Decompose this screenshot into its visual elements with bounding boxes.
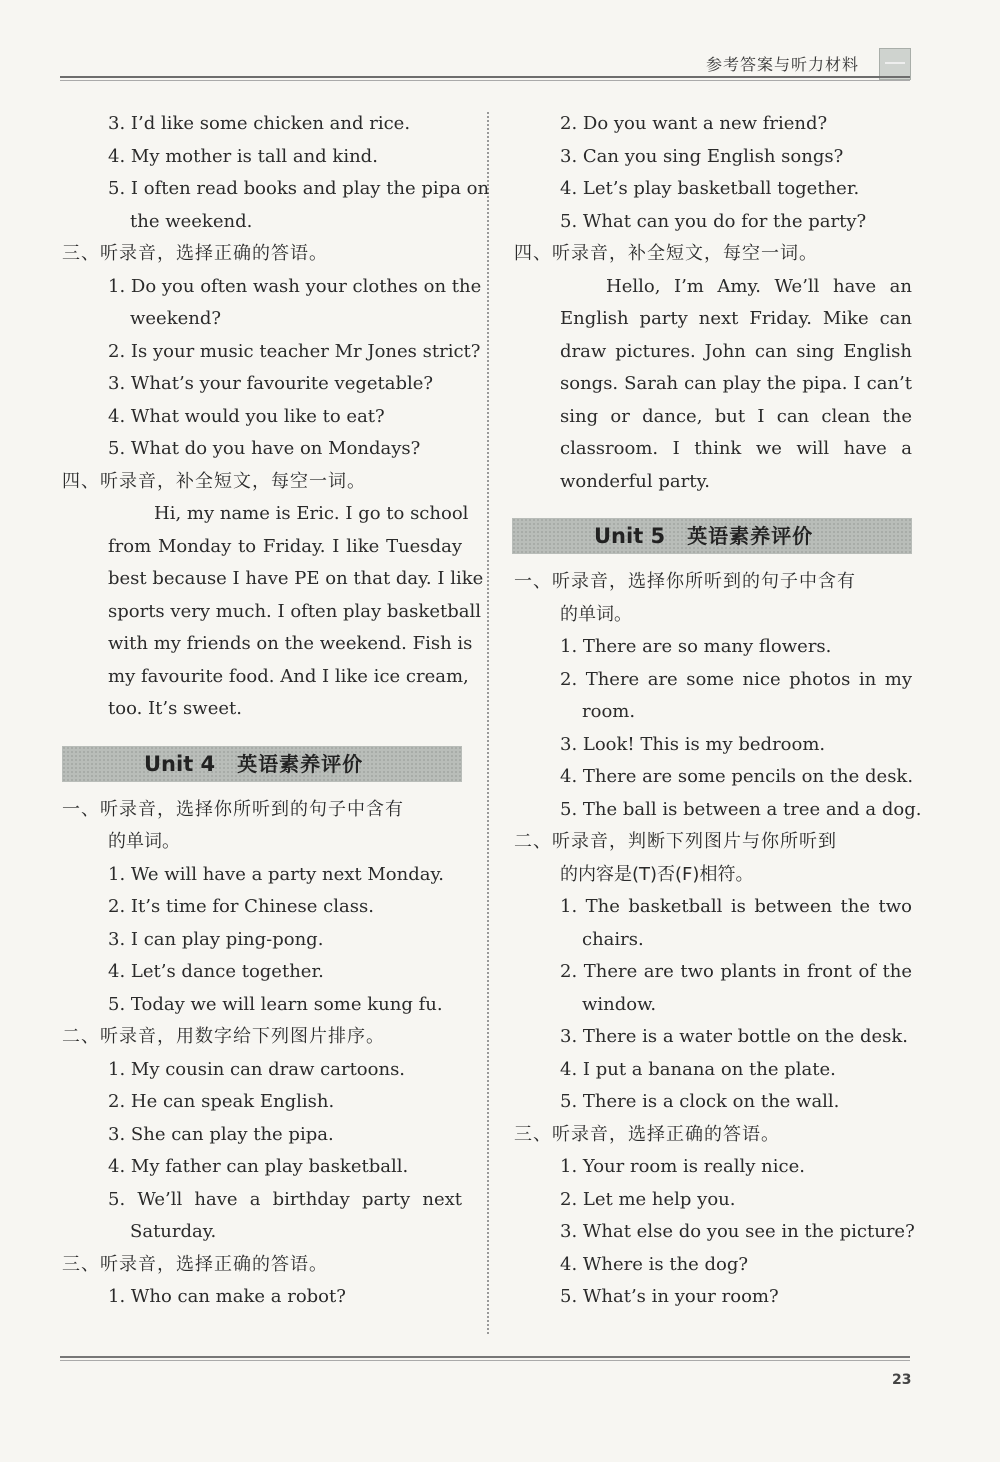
text-line: 5. There is a clock on the wall.: [560, 1091, 840, 1112]
text-line: Hello, I’m Amy. We’ll have an: [606, 275, 912, 297]
right-lines-2: [514, 566, 922, 1314]
section-heading: 四、听录音，补全短文，每空一词。: [62, 470, 366, 492]
section-heading: 二、听录音，判断下列图片与你所听到: [514, 831, 837, 852]
text-line: 2. Let me help you.: [560, 1188, 736, 1210]
text-line: 2. Do you want a new friend?: [560, 113, 828, 134]
text-line: from Monday to Friday. I like Tuesday: [108, 535, 462, 557]
text-line: too. It’s sweet.: [108, 698, 242, 719]
text-line: 4. My father can play basketball.: [108, 1156, 409, 1177]
top-rule: [60, 76, 910, 78]
text-line: 3. What’s your favourite vegetable?: [108, 373, 434, 394]
right-column: [514, 108, 922, 1314]
text-line: 1. There are so many flowers.: [560, 636, 832, 657]
text-line: 2. There are two plants in front of the: [560, 961, 912, 982]
right-lines: [514, 108, 912, 498]
text-line: 3. What else do you see in the picture?: [560, 1221, 915, 1242]
section-heading: 三、听录音，选择正确的答语。: [62, 243, 328, 264]
unit-title: 英语素养评价: [687, 524, 814, 548]
top-rule-thin: [60, 80, 910, 81]
text-line: 1. The basketball is between the two: [560, 896, 912, 917]
text-line: 4. There are some pencils on the desk.: [560, 766, 914, 787]
text-line: 5. What do you have on Mondays?: [108, 438, 421, 459]
text-line: 5. What can you do for the party?: [560, 210, 867, 232]
unit-number: Unit 4: [144, 751, 216, 776]
text-line: 1. My cousin can draw cartoons.: [108, 1058, 406, 1080]
unit-5-heading: [512, 518, 912, 554]
text-line: 5. Today we will learn some kung fu.: [108, 993, 443, 1015]
text-line: the weekend.: [130, 210, 253, 232]
text-line: classroom. I think we will have a: [560, 438, 912, 459]
text-line: 5. What’s in your room?: [560, 1286, 779, 1307]
text-line: 5. The ball is between a tree and a dog.: [560, 798, 922, 820]
left-lines-2: [62, 794, 462, 1314]
text-line: English party next Friday. Mike can: [560, 308, 912, 329]
text-line: 2. It’s time for Chinese class.: [108, 896, 374, 917]
left-lines: [62, 108, 490, 726]
bottom-rule-thin: [60, 1360, 910, 1361]
text-line: window.: [582, 993, 657, 1015]
text-line: 的单词。: [108, 831, 180, 852]
unit-number: Unit 5: [594, 524, 666, 548]
text-line: room.: [582, 701, 636, 722]
section-heading: 一、听录音，选择你所听到的句子中含有: [62, 798, 404, 820]
unit-title: 英语素养评价: [237, 751, 364, 776]
text-line: 1. We will have a party next Monday.: [108, 863, 444, 885]
bottom-rule: [60, 1356, 910, 1358]
text-line: 1. Who can make a robot?: [108, 1286, 346, 1307]
text-line: wonderful party.: [560, 470, 710, 492]
text-line: my favourite food. And I like ice cream,: [108, 665, 469, 687]
text-line: sports very much. I often play basketball: [108, 600, 481, 622]
text-line: songs. Sarah can play the pipa. I can’t: [560, 373, 912, 394]
text-line: 5. I often read books and play the pipa on: [108, 178, 490, 199]
text-line: 4. I put a banana on the plate.: [560, 1058, 836, 1080]
column-divider: [487, 112, 489, 1334]
text-line: 1. Your room is really nice.: [560, 1156, 805, 1177]
text-line: 4. Let’s play basketball together.: [560, 178, 860, 199]
text-line: chairs.: [582, 928, 644, 950]
section-heading: 三、听录音，选择正确的答语。: [62, 1253, 328, 1275]
text-line: weekend?: [130, 308, 222, 329]
text-line: 3. I’d like some chicken and rice.: [108, 113, 411, 134]
text-line: 2. There are some nice photos in my: [560, 668, 912, 690]
text-line: 5. We’ll have a birthday party next: [108, 1188, 462, 1210]
text-line: sing or dance, but I can clean the: [560, 405, 912, 427]
text-line: 1. Do you often wash your clothes on the: [108, 275, 482, 297]
section-heading: 三、听录音，选择正确的答语。: [514, 1123, 780, 1145]
text-line: Saturday.: [130, 1221, 217, 1242]
unit-4-heading: [62, 746, 462, 782]
text-line: 2. He can speak English.: [108, 1091, 335, 1112]
left-column: [62, 108, 490, 1314]
text-line: with my friends on the weekend. Fish is: [108, 633, 473, 654]
section-heading: 一、听录音，选择你所听到的句子中含有: [514, 571, 856, 592]
text-line: 的内容是(T)否(F)相符。: [560, 863, 754, 885]
text-line: draw pictures. John can sing English: [560, 340, 912, 362]
text-line: 的单词。: [560, 603, 632, 625]
text-line: 4. Let’s dance together.: [108, 961, 324, 982]
section-heading: 四、听录音，补全短文，每空一词。: [514, 243, 818, 264]
text-line: 4. My mother is tall and kind.: [108, 145, 378, 167]
text-line: 3. She can play the pipa.: [108, 1123, 334, 1145]
section-heading: 二、听录音，用数字给下列图片排序。: [62, 1026, 385, 1047]
text-line: Hi, my name is Eric. I go to school: [154, 503, 469, 524]
text-line: 4. What would you like to eat?: [108, 405, 385, 427]
text-line: 4. Where is the dog?: [560, 1253, 749, 1275]
text-line: best because I have PE on that day. I like: [108, 568, 484, 589]
header-title: 参考答案与听力材料: [706, 55, 860, 74]
text-line: 3. I can play ping-pong.: [108, 928, 324, 950]
text-line: 2. Is your music teacher Mr Jones strict?: [108, 340, 481, 362]
page-number: 23: [892, 1372, 912, 1388]
text-line: 3. Can you sing English songs?: [560, 145, 844, 167]
text-line: 3. Look! This is my bedroom.: [560, 733, 826, 755]
text-line: 3. There is a water bottle on the desk.: [560, 1026, 908, 1047]
